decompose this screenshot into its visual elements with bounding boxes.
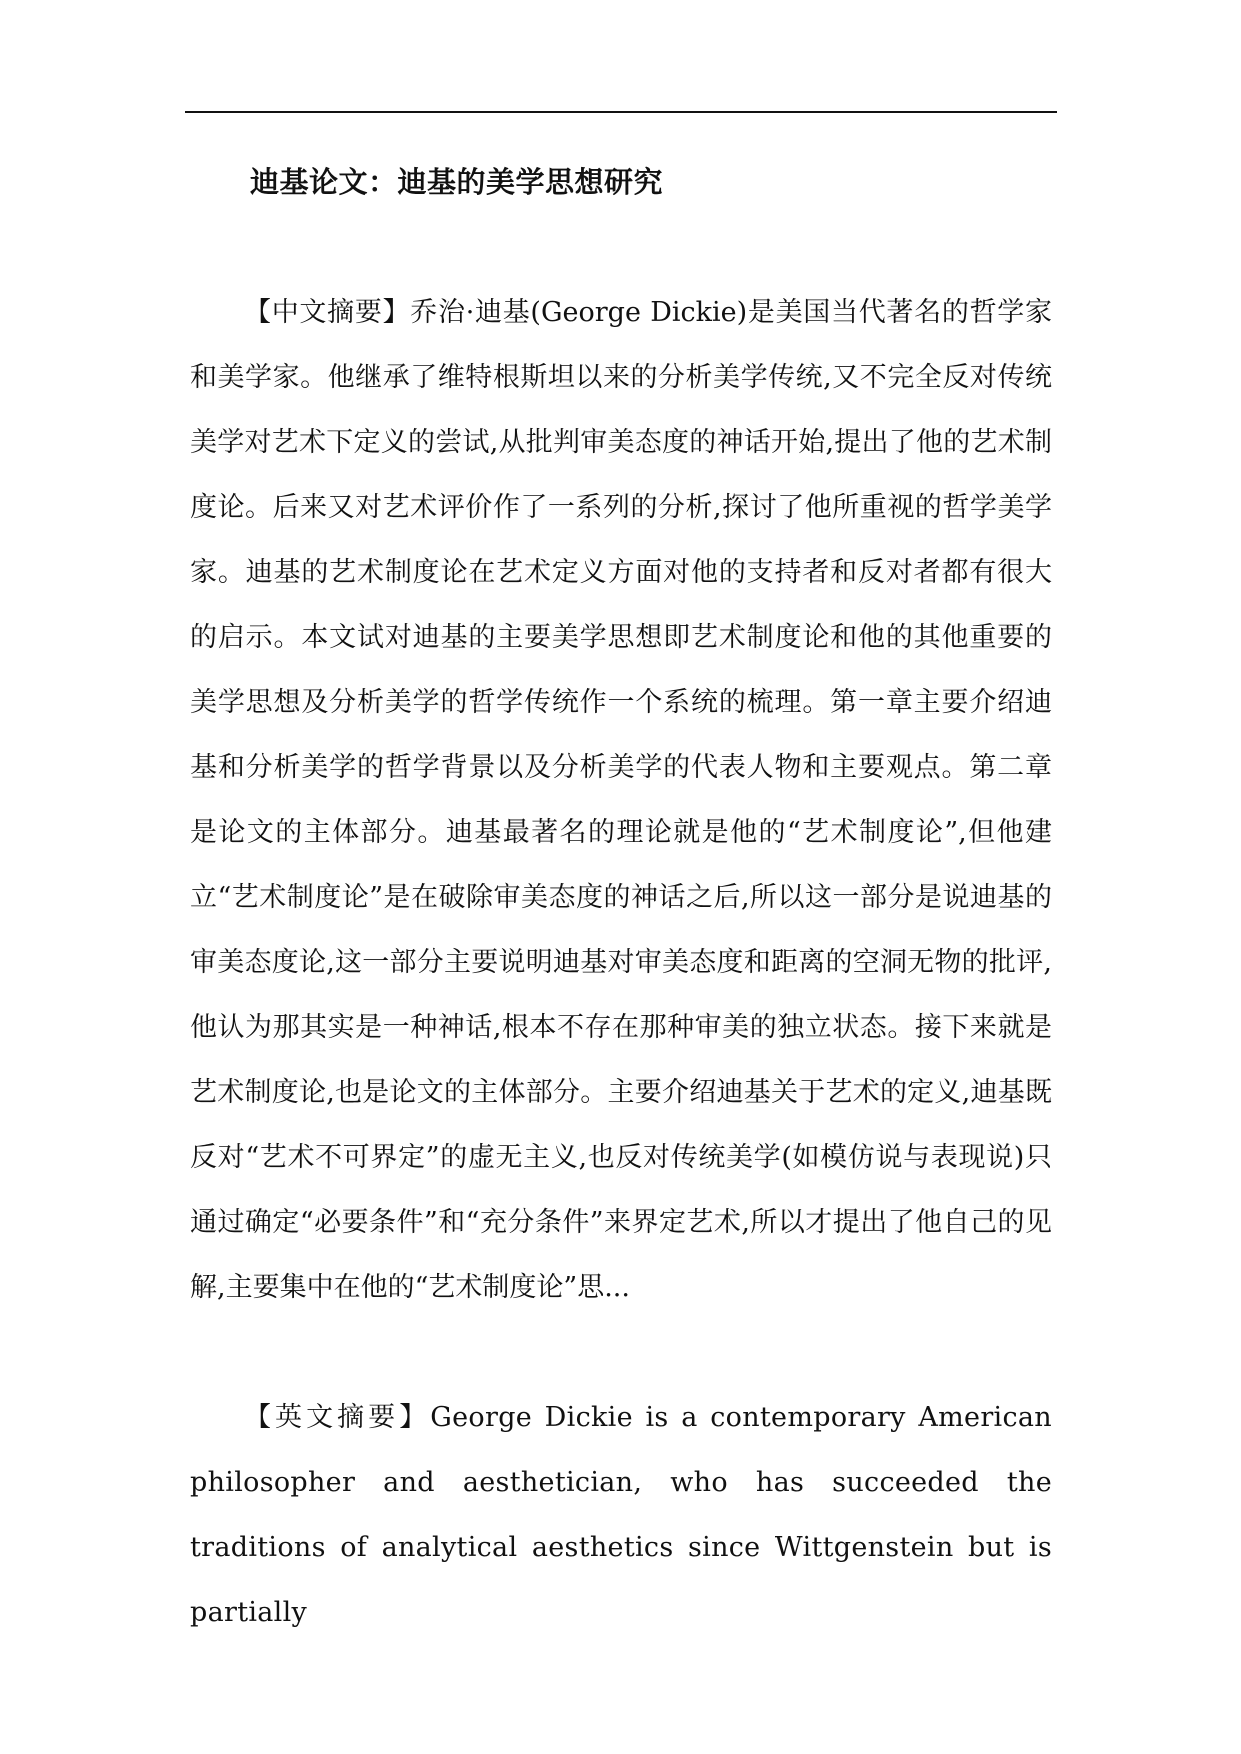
english-abstract-label: 【英文摘要】 [244,1402,431,1433]
chinese-abstract-label: 【中文摘要】 [244,297,411,328]
english-abstract-text: George Dickie is a contemporary American philosopher and aesthetician, who has succeeded the traditions of analytical aesthetics since Wittgenstein but is partially [190,1402,1052,1628]
document-title: 迪基论文：迪基的美学思想研究 [250,165,664,199]
chinese-abstract-text: 乔治·迪基(George Dickie)是美国当代著名的哲学家和美学家。他继承了维特根斯坦以来的分析美学传统,又不完全反对传统美学对艺术下定义的尝试,从批判审美态度的神话开始,提出了他的艺术制度论。后来又对艺术评价作了一系列的分析,探讨了他所重视的哲学美学家。迪基的艺术制度论在艺术定义方面对他的支持者和反对者都有很大的启示。本文试对迪基的主要美学思想即艺术制度论和他的其他重要的美学思想及分析美学的哲学传统作一个系统的梳理。第一章主要介绍迪基和分析美学的哲学背景以及分析美学的代表人物和主要观点。第二章是论文的主体部分。迪基最著名的理论就是他的“艺术制度论”,但他建立“艺术制度论”是在破除审美态度的神话之后,所以这一部分是说迪基的审美态度论,这一部分主要说明迪基对审美态度和距离的空洞无物的批评,他认为那其实是一种神话,根本不存在那种审美的独立状态。接下来就是艺术制度论,也是论文的主体部分。主要介绍迪基关于艺术的定义,迪基既反对“艺术不可界定”的虚无主义,也反对传统美学(如模仿说与表现说)只通过确定“必要条件”和“充分条件”来界定艺术,所以才提出了他自己的见解,主要集中在他的“艺术制度论”思... [190,297,1052,1303]
chinese-abstract [190,280,1052,1320]
english-abstract [190,1385,1052,1645]
header-rule [185,111,1057,113]
